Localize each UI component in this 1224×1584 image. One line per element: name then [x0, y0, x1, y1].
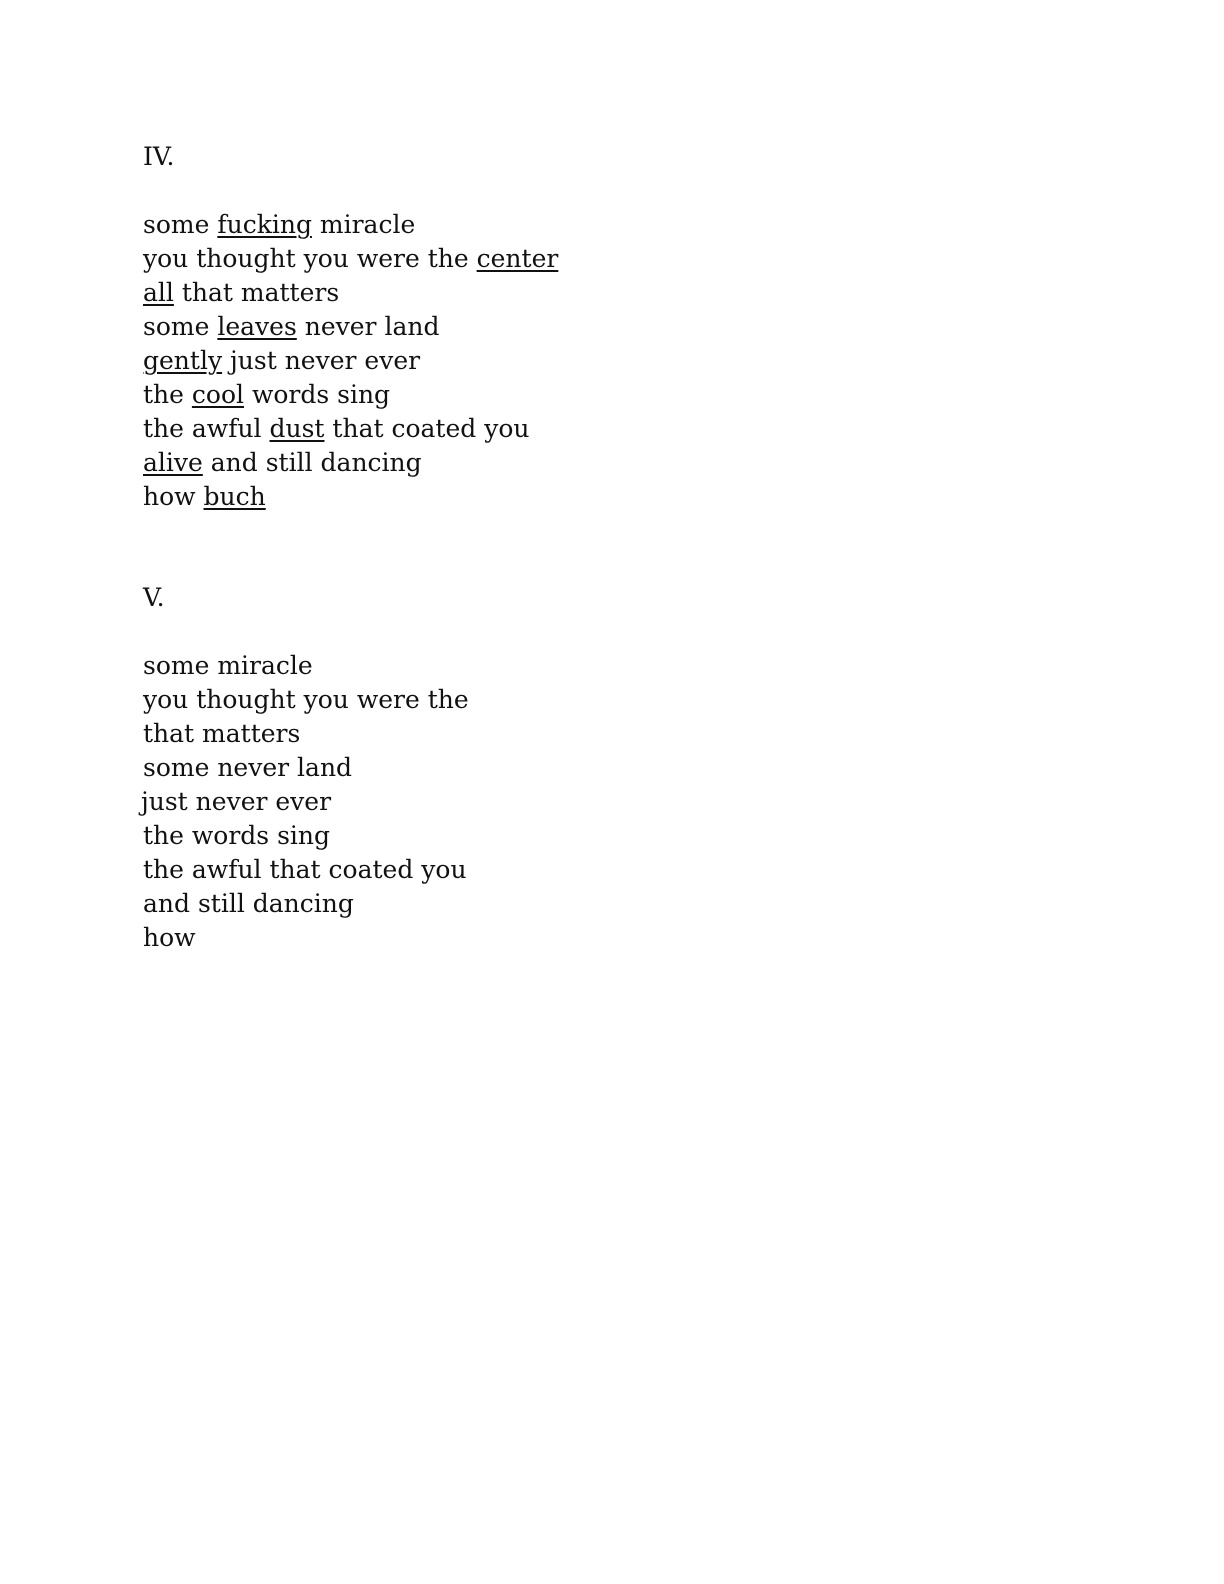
line-text: miracle: [311, 210, 416, 239]
underlined-word: cool: [191, 380, 244, 409]
section-heading: IV.: [143, 142, 175, 171]
underlined-word: fucking: [217, 210, 312, 239]
poem-line: [143, 208, 1143, 242]
line-text: and still dancing: [202, 448, 422, 477]
section-v: [143, 581, 1143, 955]
line-text: words sing: [244, 380, 391, 409]
stanza: [143, 649, 1143, 955]
poem-line: [143, 378, 1143, 412]
underlined-word: buch: [203, 482, 266, 511]
poem-line: some never land: [143, 753, 353, 782]
underlined-word: all: [143, 278, 174, 307]
line-text: how: [143, 482, 204, 511]
line-text: that coated you: [324, 414, 530, 443]
line-text: never land: [296, 312, 440, 341]
line-text: some: [143, 312, 218, 341]
section-heading: V.: [143, 583, 165, 612]
poem-line: the awful that coated you: [143, 855, 467, 884]
line-text: the: [143, 380, 192, 409]
line-text: that matters: [173, 278, 340, 307]
poem-line: how: [143, 923, 196, 952]
line-text: the awful: [143, 414, 270, 443]
poem-line: [143, 344, 1143, 378]
poem-line: [143, 412, 1143, 446]
poem-line: [143, 310, 1143, 344]
stanza: [143, 208, 1143, 514]
section-iv: [143, 140, 1143, 514]
poem-line: [143, 276, 1143, 310]
poem-line: [143, 242, 1143, 276]
line-text: just never ever: [222, 346, 421, 375]
line-text: some: [143, 210, 218, 239]
underlined-word: center: [476, 244, 559, 273]
line-text: you thought you were the: [143, 244, 477, 273]
underlined-word: dust: [269, 414, 325, 443]
poem-line: you thought you were the: [143, 685, 469, 714]
poem-line: the words sing: [143, 821, 330, 850]
poem-line: some miracle: [143, 651, 313, 680]
poem-line: [143, 480, 1143, 514]
poem-line: and still dancing: [143, 889, 354, 918]
poem-line: [143, 446, 1143, 480]
underlined-word: gently: [143, 346, 223, 375]
poem-line: just never ever: [141, 787, 332, 816]
poem-line: that matters: [143, 719, 301, 748]
underlined-word: alive: [143, 448, 203, 477]
underlined-word: leaves: [217, 312, 297, 341]
